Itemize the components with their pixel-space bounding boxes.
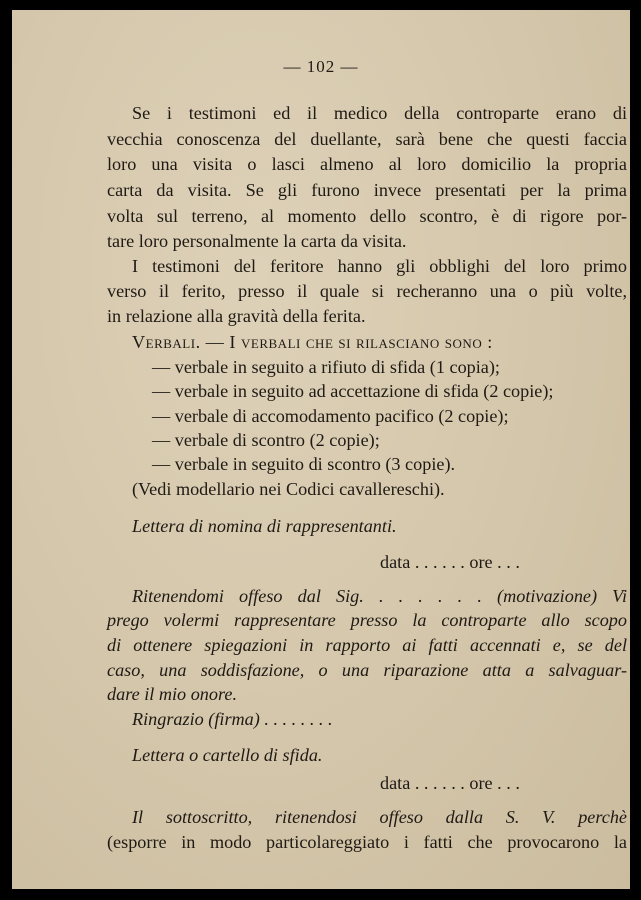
text-line: in relazione alla gravità della ferita. <box>107 306 366 326</box>
text-line: Ritenendomi offeso dal Sig. . . . . . . (motivazione) Vi <box>132 586 627 606</box>
text-line: (esporre in modo particolareggiato i fatti che provocarono la <box>107 832 627 852</box>
text-line: dare il mio onore. <box>107 684 237 704</box>
book-page <box>12 10 630 889</box>
text-line: prego volermi rappresentare presso la controparte allo scopo <box>107 610 627 630</box>
text-line: carta da visita. Se gli furono invece presentati per la prima <box>107 180 627 200</box>
list-item: — verbale in seguito ad accettazione di sfida (2 copie); <box>152 381 554 401</box>
list-item: — verbale di scontro (2 copie); <box>152 430 380 450</box>
text-line: (Vedi modellario nei Codici cavallereschi). <box>132 479 445 499</box>
letter-heading-sfida: Lettera o cartello di sfida. <box>132 745 323 765</box>
text-line: vecchia conoscenza del duellante, sarà bene che questi faccia <box>107 129 627 149</box>
text-line: Ringrazio (firma) . . . . . . . . <box>132 709 333 729</box>
text-line: loro una visita o lasci almeno al loro domicilio la propria <box>107 154 627 174</box>
text-line: Il sottoscritto, ritenendosi offeso dalla S. V. perchè <box>132 807 627 827</box>
date-line: data . . . . . . ore . . . <box>380 552 520 572</box>
text-line: I testimoni del feritore hanno gli obblighi del loro primo <box>132 256 627 276</box>
section-heading-verbali: Verbali. — I verbali che si rilasciano sono : <box>132 332 493 352</box>
date-line: data . . . . . . ore . . . <box>380 773 520 793</box>
text-line: volta sul terreno, al momento dello scontro, è di rigore por- <box>107 206 627 226</box>
list-item: — verbale in seguito a rifiuto di sfida (1 copia); <box>152 357 500 377</box>
text-line: Se i testimoni ed il medico della controparte erano di <box>132 103 627 123</box>
page-number: — 102 — <box>283 57 359 76</box>
text-line: tare loro personalmente la carta da visita. <box>107 231 407 251</box>
text-line: verso il ferito, presso il quale si recheranno una o più volte, <box>107 281 627 301</box>
list-item: — verbale in seguito di scontro (3 copie). <box>152 454 456 474</box>
list-item: — verbale di accomodamento pacifico (2 copie); <box>152 406 509 426</box>
text-line: caso, una soddisfazione, o una riparazione atta a salvaguar- <box>107 660 627 680</box>
letter-heading-nomina: Lettera di nomina di rappresentanti. <box>132 516 397 536</box>
text-line: di ottenere spiegazioni in rapporto ai fatti accennati e, se del <box>107 635 627 655</box>
